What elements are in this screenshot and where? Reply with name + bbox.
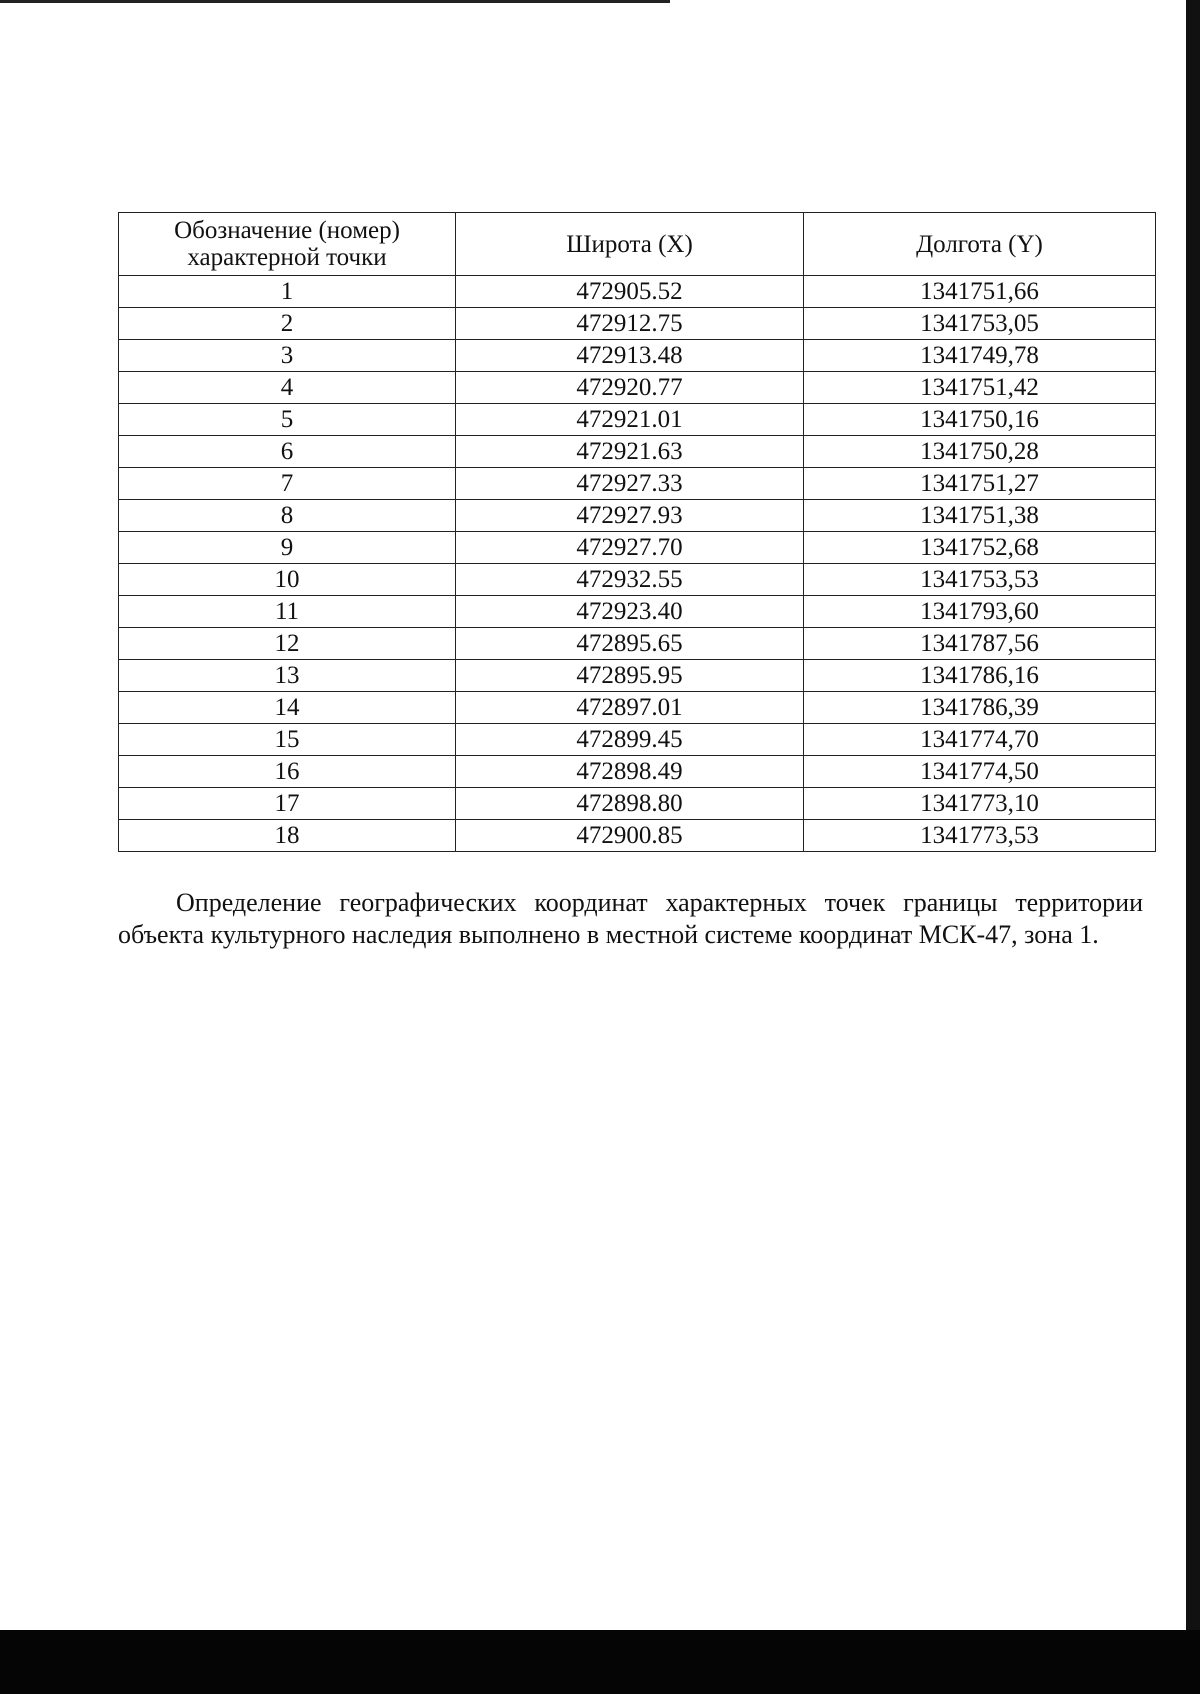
coordinate-system-note: Определение географических координат характерных точек границы территории объекта культурного наследия выполнено в местной системе координат МСК-47, зона 1. <box>118 888 1143 949</box>
scan-right-border <box>1186 0 1200 1694</box>
cell-latitude: 472921.63 <box>456 436 804 468</box>
table-row <box>119 660 1156 692</box>
cell-latitude: 472912.75 <box>456 308 804 340</box>
cell-longitude: 1341751,42 <box>804 372 1156 404</box>
cell-latitude: 472932.55 <box>456 564 804 596</box>
cell-longitude: 1341787,56 <box>804 628 1156 660</box>
cell-point-number: 5 <box>119 404 456 436</box>
cell-longitude: 1341750,28 <box>804 436 1156 468</box>
cell-point-number: 11 <box>119 596 456 628</box>
cell-longitude: 1341751,27 <box>804 468 1156 500</box>
cell-latitude: 472913.48 <box>456 340 804 372</box>
cell-latitude: 472927.70 <box>456 532 804 564</box>
cell-longitude: 1341749,78 <box>804 340 1156 372</box>
cell-latitude: 472898.80 <box>456 788 804 820</box>
cell-longitude: 1341793,60 <box>804 596 1156 628</box>
coordinates-table <box>118 212 1156 852</box>
table-row <box>119 596 1156 628</box>
cell-longitude: 1341751,66 <box>804 276 1156 308</box>
table-row <box>119 436 1156 468</box>
cell-point-number: 10 <box>119 564 456 596</box>
table-row <box>119 340 1156 372</box>
cell-latitude: 472921.01 <box>456 404 804 436</box>
cell-longitude: 1341773,53 <box>804 820 1156 852</box>
cell-latitude: 472905.52 <box>456 276 804 308</box>
table-header-row <box>119 213 1156 276</box>
cell-point-number: 18 <box>119 820 456 852</box>
table-row <box>119 788 1156 820</box>
table-body <box>119 276 1156 852</box>
cell-longitude: 1341774,70 <box>804 724 1156 756</box>
cell-latitude: 472900.85 <box>456 820 804 852</box>
cell-point-number: 15 <box>119 724 456 756</box>
cell-latitude: 472895.95 <box>456 660 804 692</box>
cell-point-number: 8 <box>119 500 456 532</box>
cell-longitude: 1341751,38 <box>804 500 1156 532</box>
table-row <box>119 308 1156 340</box>
cell-point-number: 9 <box>119 532 456 564</box>
table-row <box>119 404 1156 436</box>
table-row <box>119 372 1156 404</box>
cell-latitude: 472898.49 <box>456 756 804 788</box>
cell-longitude: 1341753,05 <box>804 308 1156 340</box>
cell-point-number: 4 <box>119 372 456 404</box>
cell-latitude: 472895.65 <box>456 628 804 660</box>
cell-longitude: 1341773,10 <box>804 788 1156 820</box>
cell-longitude: 1341753,53 <box>804 564 1156 596</box>
cell-point-number: 1 <box>119 276 456 308</box>
cell-point-number: 14 <box>119 692 456 724</box>
cell-longitude: 1341786,16 <box>804 660 1156 692</box>
cell-longitude: 1341750,16 <box>804 404 1156 436</box>
cell-point-number: 17 <box>119 788 456 820</box>
cell-point-number: 16 <box>119 756 456 788</box>
scan-top-edge <box>0 0 670 3</box>
header-point-number: Обозначение (номер) характерной точки <box>119 213 456 276</box>
cell-latitude: 472927.93 <box>456 500 804 532</box>
cell-latitude: 472897.01 <box>456 692 804 724</box>
cell-latitude: 472899.45 <box>456 724 804 756</box>
table-row <box>119 756 1156 788</box>
cell-point-number: 6 <box>119 436 456 468</box>
cell-point-number: 7 <box>119 468 456 500</box>
cell-longitude: 1341774,50 <box>804 756 1156 788</box>
table-row <box>119 276 1156 308</box>
table-row <box>119 500 1156 532</box>
scan-bottom-edge <box>0 1630 1200 1694</box>
cell-point-number: 13 <box>119 660 456 692</box>
table-row <box>119 468 1156 500</box>
table-row <box>119 532 1156 564</box>
table-row <box>119 692 1156 724</box>
cell-longitude: 1341786,39 <box>804 692 1156 724</box>
cell-point-number: 3 <box>119 340 456 372</box>
cell-longitude: 1341752,68 <box>804 532 1156 564</box>
cell-point-number: 2 <box>119 308 456 340</box>
cell-latitude: 472923.40 <box>456 596 804 628</box>
table-row <box>119 628 1156 660</box>
header-longitude: Долгота (Y) <box>804 213 1156 276</box>
table-row <box>119 724 1156 756</box>
header-latitude: Широта (X) <box>456 213 804 276</box>
table-row <box>119 564 1156 596</box>
cell-latitude: 472920.77 <box>456 372 804 404</box>
cell-point-number: 12 <box>119 628 456 660</box>
table-row <box>119 820 1156 852</box>
cell-latitude: 472927.33 <box>456 468 804 500</box>
